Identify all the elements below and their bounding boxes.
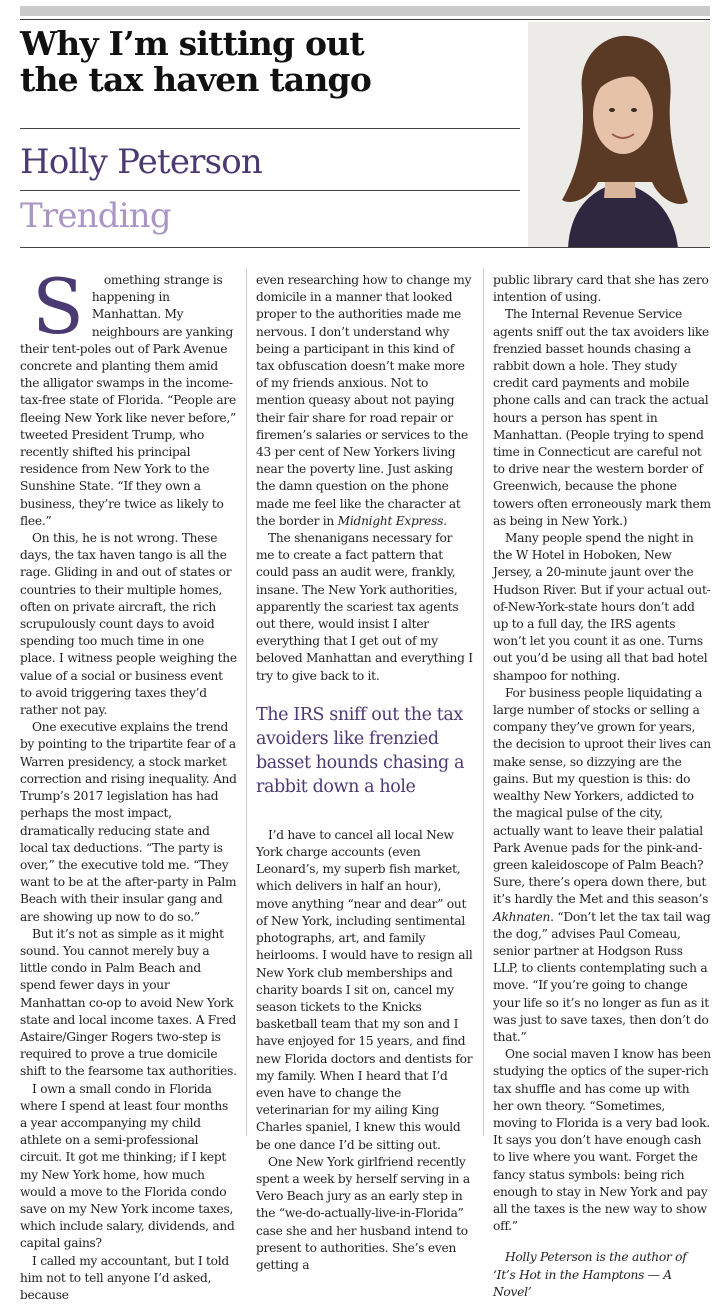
drop-cap: S: [32, 262, 84, 351]
paragraph: For business people liquidating a large number of stocks or selling a company they’ve grown for years, the decision to uproot their lives can make sense, so dizzying are the gains. But my question is this: do wealthy New Yorkers, addicted to the magical pulse of the city, actually want to leave their palatial Park Avenue pads for the pink-and-green kaleidoscope of Palm Beach? Sure, there’s opera down there, but it’s hardly the Met and this season’s Akhnaten. “Don’t let the tax tail wag the dog,” advises Paul Comeau, senior partner at Hodgson Russ LLP, to clients contemplating such a move. “If you’re going to change your life so it’s no longer as fun as it was just to save taxes, then don’t do that.”: [493, 685, 711, 1044]
article-column-2: [256, 272, 474, 1272]
paragraph: One social maven I know has been studying the optics of the super-rich tax shuffle and has come up with her own theory. “Sometimes, moving to Florida is a very bad look. It says you don’t have enough cash to live where you want. Forget the fancy status symbols: being rich enough to stay in New York and pay all the taxes is the new way to show off.”: [493, 1047, 711, 1234]
top-dotted-rule: [20, 6, 710, 16]
paragraph: I called my accountant, but I told him not to tell anyone I’d asked, because: [20, 1253, 229, 1302]
headline-line-2: the tax haven tango: [20, 60, 372, 99]
author-divider: [20, 190, 520, 191]
author-portrait-image: [528, 22, 710, 248]
paragraph: The shenanigans necessary for me to create a fact pattern that could pass an audit were, frankly, insane. The New York authorities, apparently the scariest tax agents out there, would insist I alter everything that I get out of my beloved Manhattan and everything I try to give back to it.: [256, 531, 473, 683]
paragraph: I’d have to cancel all local New York charge accounts (even Leonard’s, my superb fish market, which delivers in half an hour), move anything “near and dear” out of New York, including sentimental photographs, art, and family heirlooms. I would have to resign all New York club memberships and charity boards I sit on, cancel my season tickets to the Knicks basketball team that my son and I have enjoyed for 15 years, and find new Florida doctors and dentists for my family. When I heard that I’d even have to change the veterinarian for my ailing King Charles spaniel, I knew this would be one dance I’d be sitting out.: [256, 827, 473, 1152]
paragraph: But it’s not as simple as it might sound. You cannot merely buy a little condo in Palm Beach and spend fewer days in your Manhattan co-op to avoid New York state and local income taxes. A Fred Astaire/Ginger Rogers two-step is required to prove a true domicile shift to the fearsome tax authorities.: [20, 926, 237, 1079]
header-bottom-rule: [20, 247, 710, 248]
paragraph: One executive explains the trend by pointing to the tripartite fear of a Warren presidency, a stock market correction and rising inequality. And Trump’s 2017 legislation has had perhaps the most impact, dramatically reducing state and local tax deductions. “The party is over,” the executive told me. “They want to be at the after-party in Palm Beach with their insular gang and are showing up now to do so.”: [20, 720, 237, 924]
author-photo: [528, 22, 710, 248]
column-separator: [483, 268, 484, 1136]
pull-quote: The IRS sniff out the tax avoiders like frenzied basset hounds chasing a rabbit down a hole: [256, 704, 464, 797]
paragraph: One New York girlfriend recently spent a week by herself serving in a Vero Beach jury as an early step in the “we-do-actually-live-in-Florida” case she and her husband intend to present to authorities. She’s even getting a: [256, 1154, 470, 1272]
headline-line-1: Why I’m sitting out: [20, 24, 364, 63]
headline-divider: [20, 128, 520, 129]
film-title: Midnight Express: [337, 513, 444, 528]
paragraph: public library card that she has zero intention of using.: [493, 273, 709, 305]
paragraph: S omething strange is happening in Manhattan. My neighbours are yanking their tent-poles out of Park Avenue concrete and planting them amid the alligator swamps in the income-tax-free state of Florida. “People are fleeing New York like never before,” tweeted President Trump, who recently shifted his principal residence from New York to the Sunshine State. “If they own a business, they’re twice as likely to flee.”: [20, 262, 236, 528]
paragraph: Many people spend the night in the W Hotel in Hoboken, New Jersey, a 20-minute jaunt over the Hudson River. But if your actual out-of-New-York-state hours don’t add up to a full day, the IRS agents won’t let you count it as one. Turns out you’d be using all that bad hotel shampoo for nothing.: [493, 531, 711, 683]
opera-title: Akhnaten: [493, 909, 551, 924]
headline: [20, 26, 460, 98]
paragraph: The Internal Revenue Service agents sniff out the tax avoiders like frenzied basset hounds chasing a rabbit down a hole. They study credit card payments and mobile phone calls and can track the actual hours a person has spent in Manhattan. (People trying to spend time in Connecticut are careful not to drive near the western border of Greenwich, because the phone towers often erroneously mark them as being in New York.): [493, 307, 711, 528]
article-column-1: [20, 262, 238, 1302]
column-name: Trending: [20, 196, 171, 236]
article-column-3: [493, 272, 711, 1299]
column-separator: [246, 268, 247, 1136]
paragraph: On this, he is not wrong. These days, the tax haven tango is all the rage. Gliding in and out of states or countries to their multiple homes, often on private aircraft, the rich scrupulously count days to avoid spending too much time in one place. I witness people weighing the value of a social or business event to avoid triggering taxes they’d rather not pay.: [20, 531, 237, 718]
author-name: Holly Peterson: [20, 142, 263, 182]
paragraph: even researching how to change my domicile in a manner that looked proper to the authorities made me nervous. I don’t understand why being a participant in this kind of tax obfuscation doesn’t make more of my friends anxious. Not to mention queasy about not paying their fair share for road repair or firemen’s salaries or services to the 43 per cent of New Yorkers living near the poverty line. Just asking the damn question on the phone made me feel like the character at the border in Midnight Express.: [256, 273, 472, 528]
paragraph: I own a small condo in Florida where I spend at least four months a year accompanying my child athlete on a semi-professional circuit. It got me thinking; if I kept my New York home, how much would a move to the Florida condo save on my New York income taxes, which include salary, dividends, and capital gains?: [20, 1081, 235, 1251]
author-bio: Holly Peterson is the author of ‘It’s Hot in the Hamptons — A Novel’: [493, 1250, 687, 1299]
